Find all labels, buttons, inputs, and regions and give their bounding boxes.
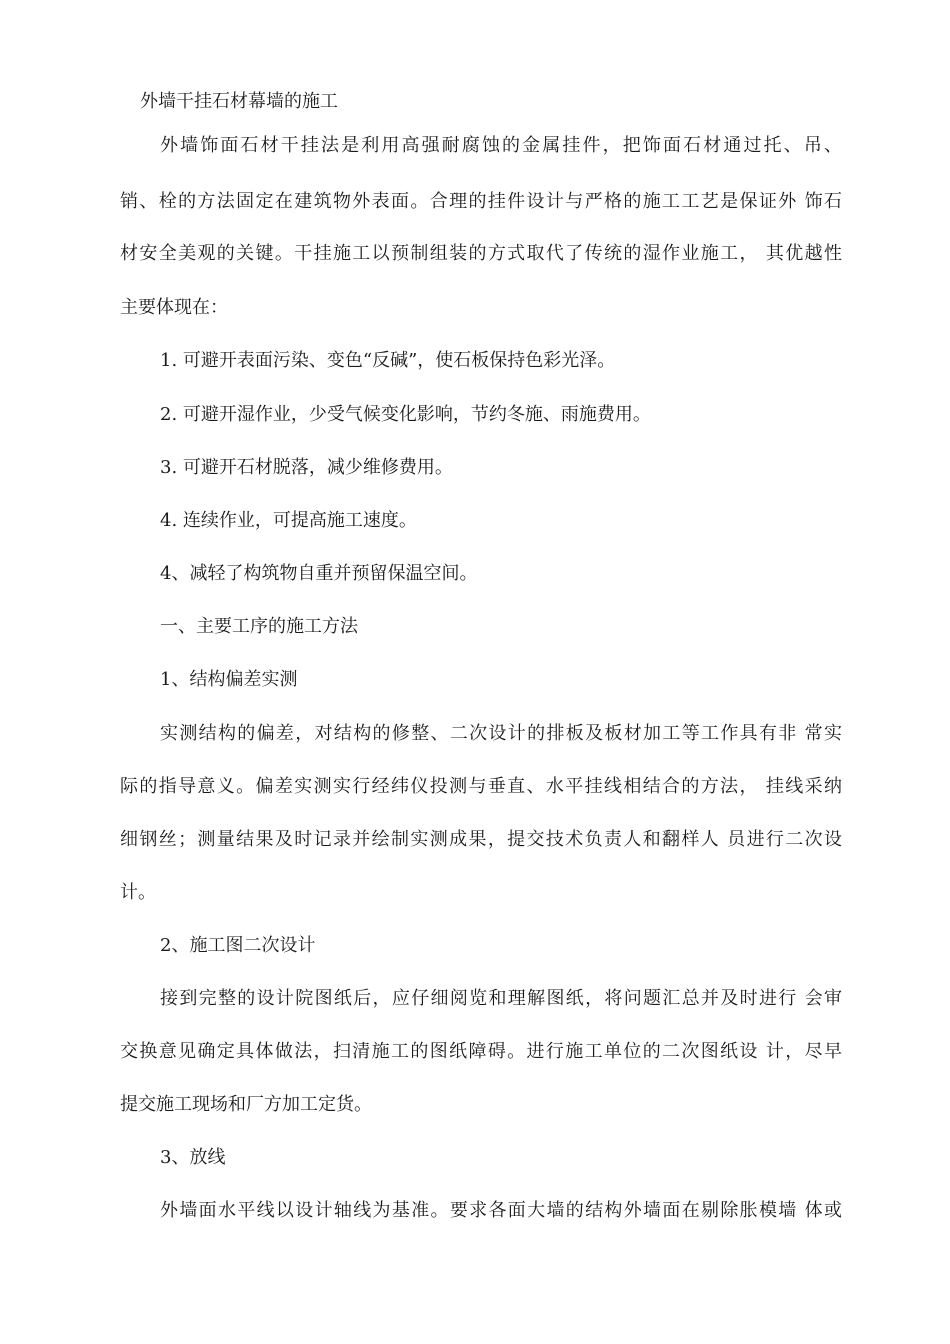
paragraph-line: 外墙面水平线以设计轴线为基准。要求各面大墙的结构外墙面在剔除胀模墙 体或 bbox=[160, 1200, 842, 1221]
paragraph-line: 计。 bbox=[120, 882, 156, 903]
subsection-heading: 3、放线 bbox=[160, 1147, 226, 1168]
subsection-heading: 1、结构偏差实测 bbox=[160, 669, 298, 690]
intro-line: 外墙饰面石材干挂法是利用高强耐腐蚀的金属挂件，把饰面石材通过托、吊、 bbox=[160, 135, 842, 156]
advantage-item: 2. 可避开湿作业，少受气候变化影响，节约冬施、雨施费用。 bbox=[160, 404, 651, 425]
intro-line: 销、栓的方法固定在建筑物外表面。合理的挂件设计与严格的施工工艺是保证外 饰石 bbox=[120, 191, 842, 212]
advantage-item: 3. 可避开石材脱落，减少维修费用。 bbox=[160, 457, 453, 478]
intro-line: 主要体现在： bbox=[120, 297, 228, 318]
paragraph-line: 提交施工现场和厂方加工定货。 bbox=[120, 1094, 372, 1115]
paragraph-line: 细钢丝；测量结果及时记录并绘制实测成果，提交技术负责人和翻样人 员进行二次设 bbox=[120, 829, 842, 850]
intro-line: 材安全美观的关键。干挂施工以预制组装的方式取代了传统的湿作业施工， 其优越性 bbox=[120, 243, 842, 264]
paragraph-line: 实测结构的偏差，对结构的修整、二次设计的排板及板材加工等工作具有非 常实 bbox=[160, 723, 842, 744]
subsection-heading: 2、施工图二次设计 bbox=[160, 935, 316, 956]
advantage-item: 4、减轻了构筑物自重并预留保温空间。 bbox=[160, 563, 478, 584]
advantage-item: 4. 连续作业，可提高施工速度。 bbox=[160, 510, 417, 531]
paragraph-line: 交换意见确定具体做法，扫清施工的图纸障碍。进行施工单位的二次图纸设 计，尽早 bbox=[120, 1041, 842, 1062]
paragraph-line: 接到完整的设计院图纸后，应仔细阅览和理解图纸，将问题汇总并及时进行 会审 bbox=[160, 988, 842, 1009]
paragraph-line: 际的指导意义。偏差实测实行经纬仪投测与垂直、水平挂线相结合的方法， 挂线采纳 bbox=[120, 776, 842, 797]
section-heading: 一、主要工序的施工方法 bbox=[160, 616, 358, 637]
advantage-item: 1. 可避开表面污染、变色“反碱”，使石板保持色彩光泽。 bbox=[160, 350, 616, 371]
document-title: 外墙干挂石材幕墙的施工 bbox=[140, 91, 338, 112]
